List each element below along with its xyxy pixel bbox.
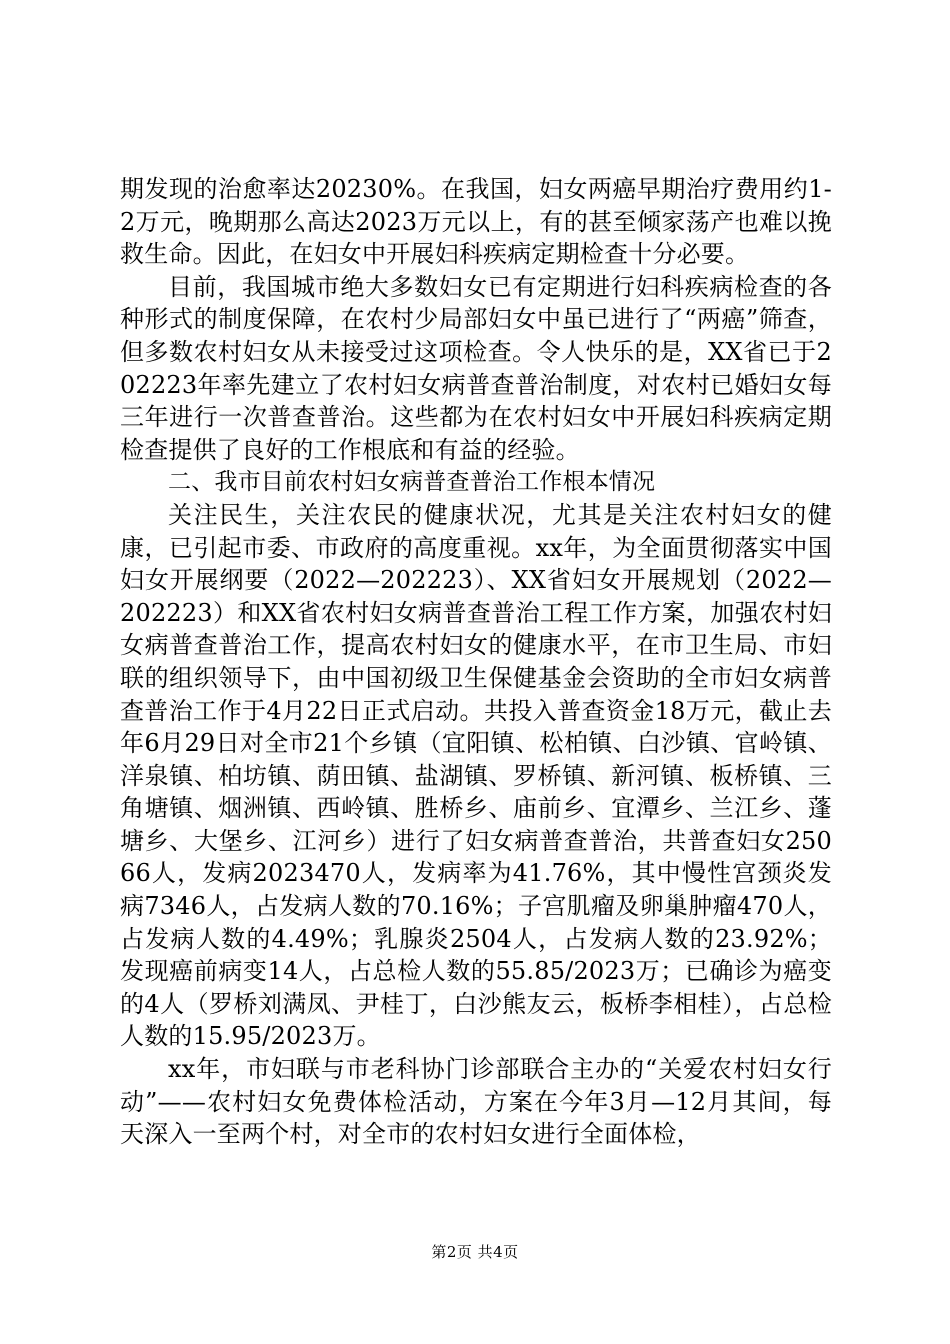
paragraph-free-checkup: xx年，市妇联与市老科协门诊部联合主办的“关爱农村妇女行动”——农村妇女免费体检活动，方案在今年3月—12月其间，每天深入一至两个村，对全市的农村妇女进行全面体检， bbox=[120, 1055, 832, 1149]
section-heading: 二、我市目前农村妇女病普查普治工作根本情况 bbox=[168, 469, 656, 496]
paragraph-screening-work: 关注民生，关注农民的健康状况，尤其是关注农村妇女的健康，已引起市委、市政府的高度重视。xx年，为全面贯彻落实中国妇女开展纲要（2022—202223）、XX省妇女开展规划（2022—202223）和XX省农村妇女病普查普治工程工作方案，加强农村妇女病普查普治工作，提高农村妇女的健康水平，在市卫生局、市妇联的组织领导下，由中国初级卫生保健基金会资助的全市妇女病普查普治工作于4月22日正式启动。共投入普查资金18万元，截止去年6月29日对全市21个乡镇（宜阳镇、松柏镇、白沙镇、官岭镇、洋泉镇、柏坊镇、荫田镇、盐湖镇、罗桥镇、新河镇、板桥镇、三角塘镇、烟洲镇、西岭镇、胜桥乡、庙前乡、宜潭乡、兰江乡、蓬塘乡、大堡乡、江河乡）进行了妇女病普查普治，共普查妇女25066人，发病2023470人，发病率为41.76%，其中慢性宫颈炎发病7346人，占发病人数的70.16%；子宫肌瘤及卵巢肿瘤470人，占发病人数的4.49%；乳腺炎2504人，占发病人数的23.92%；发现癌前病变14人，占总检人数的55.85/2023万；已确诊为癌变的4人（罗桥刘满凤、尹桂丁，白沙熊友云，板桥李相桂），占总检人数的15.95/2023万。 bbox=[120, 500, 832, 1051]
paragraph-current-situation: 目前，我国城市绝大多数妇女已有定期进行妇科疾病检查的各种形式的制度保障，在农村少局部妇女中虽已进行了“两癌”筛查，但多数农村妇女从未接受过这项检查。令人快乐的是，XX省已于202223年率先建立了农村妇女病普查普治制度，对农村已婚妇女每三年进行一次普查普治。这些都为在农村妇女中开展妇科疾病定期检查提供了良好的工作根底和有益的经验。 bbox=[120, 272, 832, 464]
document-body bbox=[120, 173, 832, 1151]
page-footer: 第2页 共4页 bbox=[431, 1243, 519, 1261]
paragraph-continuation: 期发现的治愈率达20230%。在我国，妇女两癌早期治疗费用约1-2万元，晚期那么高达2023万元以上，有的甚至倾家荡产也难以挽救生命。因此，在妇女中开展妇科疾病定期检查十分必要。 bbox=[120, 175, 832, 269]
